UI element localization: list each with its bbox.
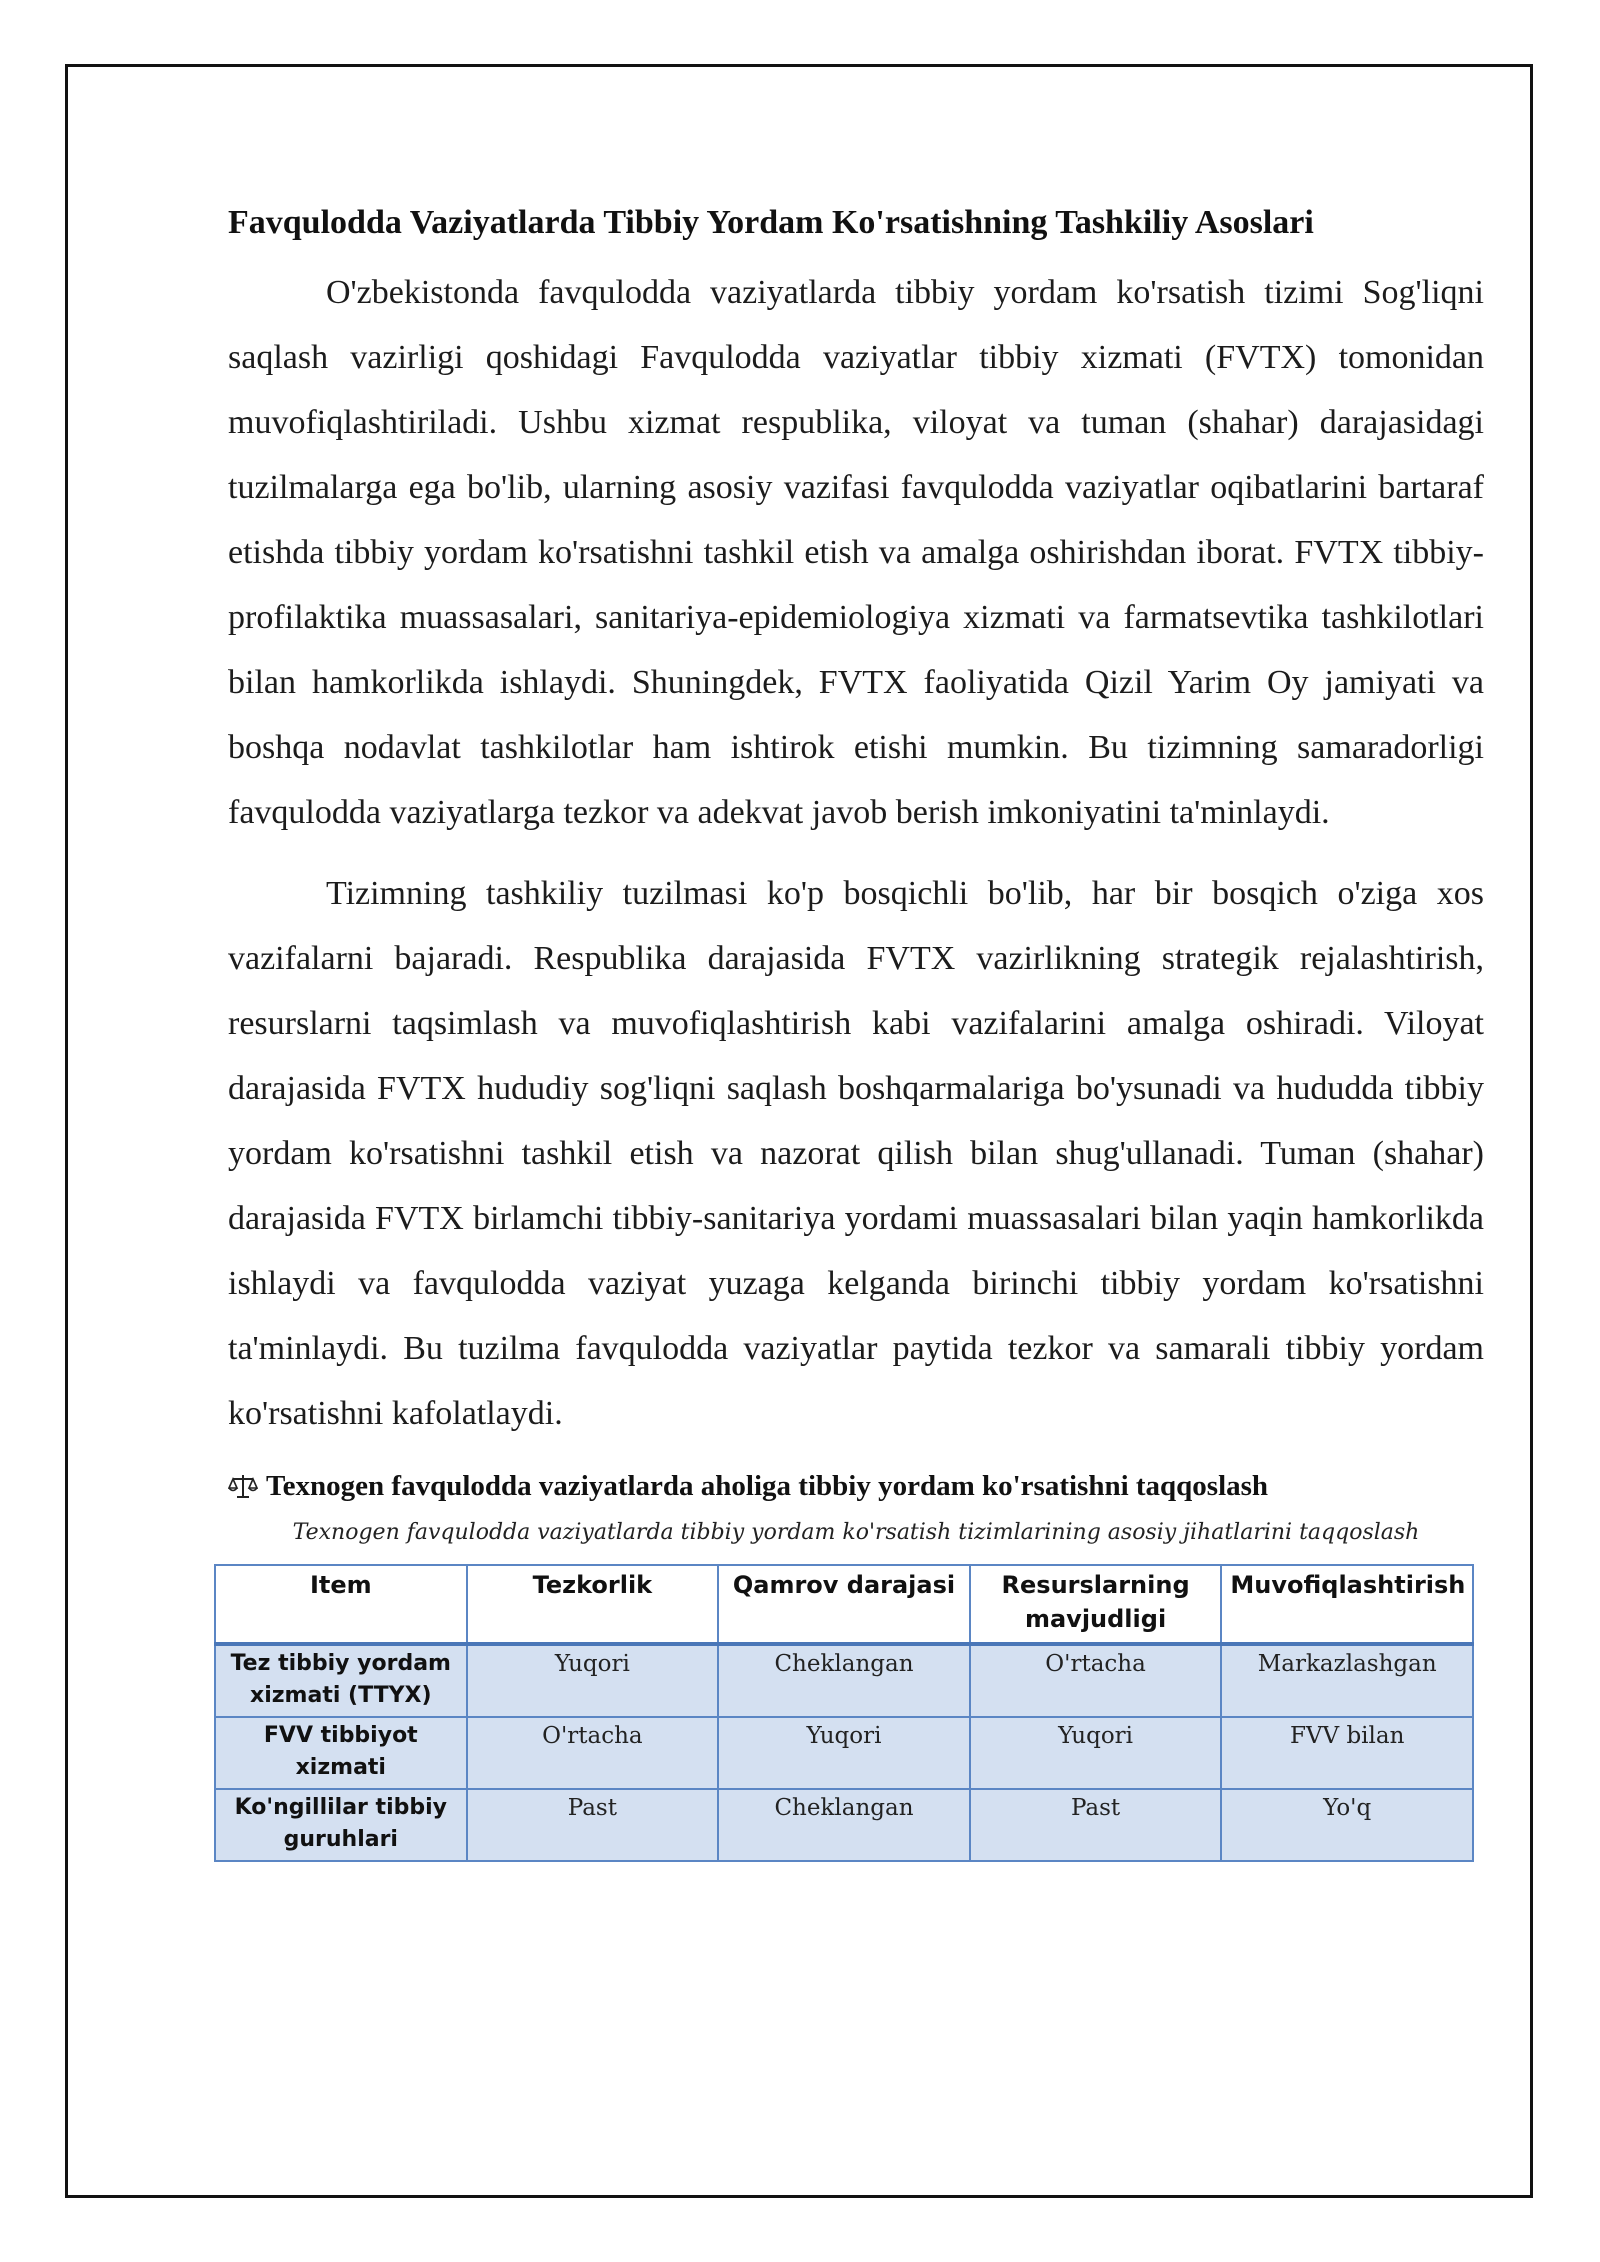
balance-scale-icon [228,1471,258,1501]
table-cell: Past [467,1789,719,1861]
table-cell: Cheklangan [718,1789,970,1861]
row-header-cell: FVV tibbiyot xizmati [215,1717,467,1789]
column-header: Muvofiqlashtirish [1221,1565,1473,1644]
paragraph-1: O'zbekistonda favqulodda vaziyatlarda tibbiy yordam ko'rsatish tizimi Sog'liqni saqlash vazirligi qoshidagi Favqulodda vaziyatlar tibbiy xizmati (FVTX) tomonidan muvofiqlashtiriladi. Ushbu xizmat respublika, viloyat va tuman (shahar) darajasidagi tuzilmalarga ega bo'lib, ularning asosiy vazifasi favqulodda vaziyatlar oqibatlarini bartaraf etishda tibbiy yordam ko'rsatishni tashkil etish va amalga oshirishdan iborat. FVTX tibbiy-profilaktika muassasalari, sanitariya-epidemiologiya xizmati va farmatsevtika tashkilotlari bilan hamkorlikda ishlaydi. Shuningdek, FVTX faoliyatida Qizil Yarim Oy jamiyati va boshqa nodavlat tashkilotlar ham ishtirok etishi mumkin. Bu tizimning samaradorligi favqulodda vaziyatlarga tezkor va adekvat javob berish imkoniyatini ta'minlaydi. [228,274,1484,831]
table-cell: Yuqori [718,1717,970,1789]
table-row [215,1717,1473,1789]
table-heading [228,1466,1484,1506]
table-cell: Yo'q [1221,1789,1473,1861]
table-row [215,1789,1473,1861]
table-cell: O'rtacha [467,1717,719,1789]
table-heading-text: Texnogen favqulodda vaziyatlarda aholiga tibbiy yordam ko'rsatishni taqqoslash [266,1470,1269,1502]
row-header-cell: Ko'ngillilar tibbiy guruhlari [215,1789,467,1861]
table-cell: FVV bilan [1221,1717,1473,1789]
table-row [215,1644,1473,1717]
column-header: Resurslarning mavjudligi [970,1565,1222,1644]
column-header: Tezkorlik [467,1565,719,1644]
table-cell: Past [970,1789,1222,1861]
document-title: Favqulodda Vaziyatlarda Tibbiy Yordam Ko'rsatishning Tashkiliy Asoslari [228,204,1314,241]
document-body [228,196,1484,1862]
table-cell: Yuqori [970,1717,1222,1789]
table-cell: Yuqori [467,1644,719,1717]
table-cell: Cheklangan [718,1644,970,1717]
column-header: Item [215,1565,467,1644]
table-header-row [215,1565,1473,1644]
table-cell: O'rtacha [970,1644,1222,1717]
comparison-table [214,1564,1474,1862]
table-cell: Markazlashgan [1221,1644,1473,1717]
table-caption: Texnogen favqulodda vaziyatlarda tibbiy yordam ko'rsatish tizimlarining asosiy jihatlarini taqqoslash [292,1520,1420,1545]
row-header-cell: Tez tibbiy yordam xizmati (TTYX) [215,1644,467,1717]
paragraph-2: Tizimning tashkiliy tuzilmasi ko'p bosqichli bo'lib, har bir bosqich o'ziga xos vazifalarni bajaradi. Respublika darajasida FVTX vazirlikning strategik rejalashtirish, resurslarni taqsimlash va muvofiqlashtirish kabi vazifalarini amalga oshiradi. Viloyat darajasida FVTX hududiy sog'liqni saqlash boshqarmalariga bo'ysunadi va hududda tibbiy yordam ko'rsatishni tashkil etish va nazorat qilish bilan shug'ullanadi. Tuman (shahar) darajasida FVTX birlamchi tibbiy-sanitariya yordami muassasalari bilan yaqin hamkorlikda ishlaydi va favqulodda vaziyat yuzaga kelganda birinchi tibbiy yordam ko'rsatishni ta'minlaydi. Bu tuzilma favqulodda vaziyatlar paytida tezkor va samarali tibbiy yordam ko'rsatishni kafolatlaydi. [228,875,1484,1432]
column-header: Qamrov darajasi [718,1565,970,1644]
